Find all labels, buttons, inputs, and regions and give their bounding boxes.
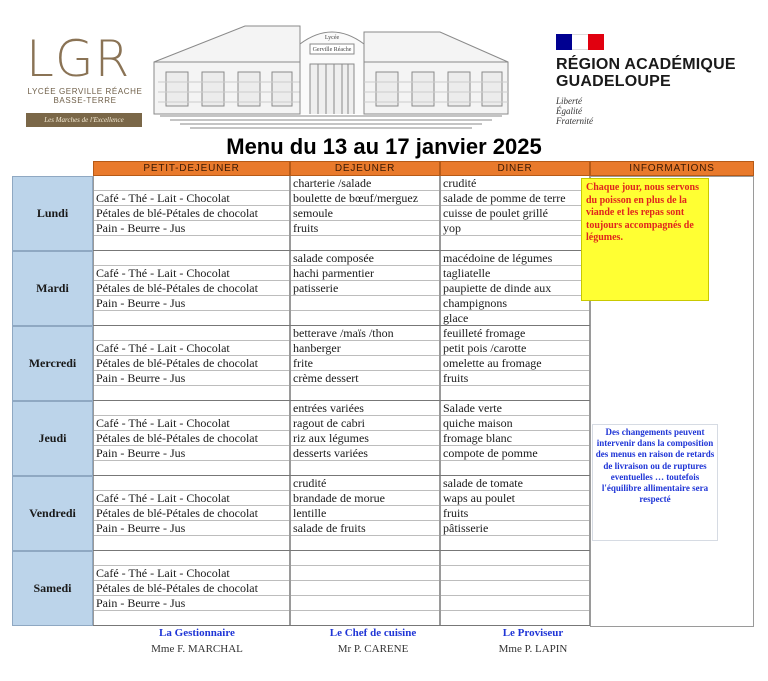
menu-cell <box>441 386 589 401</box>
building-sign-line1: Lycée <box>324 35 340 41</box>
menu-cell <box>441 461 589 476</box>
menu-cell: fruits <box>291 221 439 236</box>
menu-cell: Café - Thé - Lait - Chocolat <box>94 566 289 581</box>
day-label-mercredi: Mercredi <box>12 326 93 401</box>
signature-role: La Gestionnaire <box>159 627 235 639</box>
diner-column-lundi <box>440 176 590 251</box>
devise-liberte: Liberté <box>556 96 582 106</box>
diner-column-samedi <box>440 551 590 626</box>
menu-cell: hanberger <box>291 341 439 356</box>
region-name-line2: GUADELOUPE <box>556 73 671 90</box>
diner-column-mercredi <box>440 326 590 401</box>
menu-cell: Café - Thé - Lait - Chocolat <box>94 491 289 506</box>
menu-cell: Salade verte <box>441 401 589 416</box>
menu-cell <box>441 551 589 566</box>
region-name-line1: RÉGION ACADÉMIQUE <box>556 56 736 73</box>
menu-cell: cuisse de poulet grillé <box>441 206 589 221</box>
menu-cell: crudité <box>441 176 589 191</box>
logo-school-name: LYCÉE GERVILLE RÉACHE <box>27 87 143 96</box>
menu-cell: salade composée <box>291 251 439 266</box>
menu-cell: lentille <box>291 506 439 521</box>
menu-cell <box>94 536 289 551</box>
menu-cell <box>291 236 439 251</box>
menu-cell <box>94 611 289 626</box>
petit-dejeuner-column-vendredi <box>93 476 290 551</box>
signature-name: Mr P. CARENE <box>337 643 409 655</box>
menu-cell: salade de pomme de terre <box>441 191 589 206</box>
menu-cell: omelette au fromage <box>441 356 589 371</box>
region-logo <box>556 34 761 134</box>
menu-cell <box>94 401 289 416</box>
column-header-diner: DINER <box>440 161 590 176</box>
menu-cell: fruits <box>441 506 589 521</box>
menu-cell: hachi parmentier <box>291 266 439 281</box>
petit-dejeuner-column-samedi <box>93 551 290 626</box>
page-title: Menu du 13 au 17 janvier 2025 <box>226 134 542 159</box>
menu-cell: Pétales de blé-Pétales de chocolat <box>94 281 289 296</box>
menu-cell: salade de tomate <box>441 476 589 491</box>
column-header-dejeuner: DEJEUNER <box>290 161 440 176</box>
dejeuner-column-samedi <box>290 551 440 626</box>
menu-cell <box>291 461 439 476</box>
logo-city: BASSE-TERRE <box>53 96 117 105</box>
signature-name: Mme F. MARCHAL <box>151 643 243 655</box>
menu-cell <box>291 596 439 611</box>
diner-column-mardi <box>440 251 590 326</box>
signature-name: Mme P. LAPIN <box>498 643 568 655</box>
menu-cell <box>291 581 439 596</box>
signature-gestionnaire <box>122 627 272 655</box>
dejeuner-column-mercredi <box>290 326 440 401</box>
menu-cell <box>441 236 589 251</box>
menu-cell: frite <box>291 356 439 371</box>
diner-column-vendredi <box>440 476 590 551</box>
menu-cell: macédoine de légumes <box>441 251 589 266</box>
logo-motto: Les Marches de l'Excellence <box>26 113 142 127</box>
signature-chef-cuisine <box>298 627 448 655</box>
menu-cell: boulette de bœuf/merguez <box>291 191 439 206</box>
logo-letters: LGR <box>26 30 131 88</box>
french-flag-icon <box>556 34 604 50</box>
menu-cell: entrées variées <box>291 401 439 416</box>
day-label-jeudi: Jeudi <box>12 401 93 476</box>
petit-dejeuner-column-jeudi <box>93 401 290 476</box>
menu-cell <box>441 566 589 581</box>
menu-cell <box>94 551 289 566</box>
info-note-poisson: Chaque jour, nous servons du poisson en plus de la viande et les repas sont toujours accompagnés de légumes. <box>581 178 709 301</box>
menu-cell: waps au poulet <box>441 491 589 506</box>
petit-dejeuner-column-lundi <box>93 176 290 251</box>
menu-cell: petit pois /carotte <box>441 341 589 356</box>
school-logo <box>26 30 151 129</box>
menu-cell: feuilleté fromage <box>441 326 589 341</box>
menu-cell <box>441 611 589 626</box>
menu-cell: paupiette de dinde aux <box>441 281 589 296</box>
menu-cell: Pétales de blé-Pétales de chocolat <box>94 581 289 596</box>
diner-column-jeudi <box>440 401 590 476</box>
menu-cell <box>94 176 289 191</box>
day-label-lundi: Lundi <box>12 176 93 251</box>
menu-cell <box>291 311 439 326</box>
menu-cell <box>94 311 289 326</box>
devise-fraternite: Fraternité <box>556 116 593 126</box>
dejeuner-column-lundi <box>290 176 440 251</box>
menu-cell: compote de pomme <box>441 446 589 461</box>
menu-cell <box>291 551 439 566</box>
menu-cell: crème dessert <box>291 371 439 386</box>
day-label-mardi: Mardi <box>12 251 93 326</box>
building-sign-line2: Gerville Réache <box>312 47 352 53</box>
menu-cell: Café - Thé - Lait - Chocolat <box>94 341 289 356</box>
dejeuner-column-jeudi <box>290 401 440 476</box>
menu-cell: glace <box>441 311 589 326</box>
day-separator <box>93 625 590 626</box>
menu-cell: Pétales de blé-Pétales de chocolat <box>94 356 289 371</box>
menu-cell: Pain - Beurre - Jus <box>94 521 289 536</box>
menu-cell <box>441 581 589 596</box>
menu-cell: Pain - Beurre - Jus <box>94 221 289 236</box>
menu-cell: fruits <box>441 371 589 386</box>
menu-cell: brandade de morue <box>291 491 439 506</box>
menu-cell <box>94 326 289 341</box>
menu-cell: ragout de cabri <box>291 416 439 431</box>
menu-cell: Pain - Beurre - Jus <box>94 596 289 611</box>
menu-cell: Pain - Beurre - Jus <box>94 371 289 386</box>
menu-cell: charterie /salade <box>291 176 439 191</box>
menu-cell: Pétales de blé-Pétales de chocolat <box>94 506 289 521</box>
menu-cell: Pétales de blé-Pétales de chocolat <box>94 206 289 221</box>
menu-cell <box>291 611 439 626</box>
signature-role: Le Chef de cuisine <box>329 627 417 639</box>
column-header-informations: INFORMATIONS <box>590 161 754 176</box>
devise-egalite: Égalité <box>556 106 582 116</box>
petit-dejeuner-column-mercredi <box>93 326 290 401</box>
menu-cell <box>291 536 439 551</box>
menu-cell: Café - Thé - Lait - Chocolat <box>94 416 289 431</box>
menu-cell <box>291 386 439 401</box>
dejeuner-column-vendredi <box>290 476 440 551</box>
menu-cell: Café - Thé - Lait - Chocolat <box>94 191 289 206</box>
menu-cell: patisserie <box>291 281 439 296</box>
menu-cell: desserts variées <box>291 446 439 461</box>
menu-cell: betterave /maïs /thon <box>291 326 439 341</box>
petit-dejeuner-column-mardi <box>93 251 290 326</box>
menu-cell: crudité <box>291 476 439 491</box>
menu-cell <box>291 566 439 581</box>
school-building-illustration <box>150 22 512 130</box>
menu-cell: pâtisserie <box>441 521 589 536</box>
day-label-samedi: Samedi <box>12 551 93 626</box>
signature-role: Le Proviseur <box>502 627 564 639</box>
menu-cell: Café - Thé - Lait - Chocolat <box>94 266 289 281</box>
menu-cell <box>94 476 289 491</box>
menu-cell: riz aux légumes <box>291 431 439 446</box>
column-header-petit-dejeuner: PETIT-DEJEUNER <box>93 161 290 176</box>
menu-cell <box>94 386 289 401</box>
menu-cell <box>441 536 589 551</box>
day-label-vendredi: Vendredi <box>12 476 93 551</box>
menu-cell <box>94 461 289 476</box>
menu-cell: semoule <box>291 206 439 221</box>
menu-cell: Pain - Beurre - Jus <box>94 446 289 461</box>
menu-cell: salade de fruits <box>291 521 439 536</box>
menu-cell <box>291 296 439 311</box>
menu-cell: quiche maison <box>441 416 589 431</box>
menu-cell <box>441 596 589 611</box>
menu-cell: yop <box>441 221 589 236</box>
menu-cell <box>94 236 289 251</box>
menu-cell: champignons <box>441 296 589 311</box>
menu-cell: Pétales de blé-Pétales de chocolat <box>94 431 289 446</box>
dejeuner-column-mardi <box>290 251 440 326</box>
menu-cell: Pain - Beurre - Jus <box>94 296 289 311</box>
menu-cell <box>94 251 289 266</box>
menu-cell: fromage blanc <box>441 431 589 446</box>
menu-cell: tagliatelle <box>441 266 589 281</box>
info-note-changements: Des changements peuvent intervenir dans la composition des menus en raison de retards de livraison ou de ruptures eventuelles … toutefois l'équilibre allimentaire sera respecté <box>592 424 718 541</box>
signature-proviseur <box>458 627 608 655</box>
